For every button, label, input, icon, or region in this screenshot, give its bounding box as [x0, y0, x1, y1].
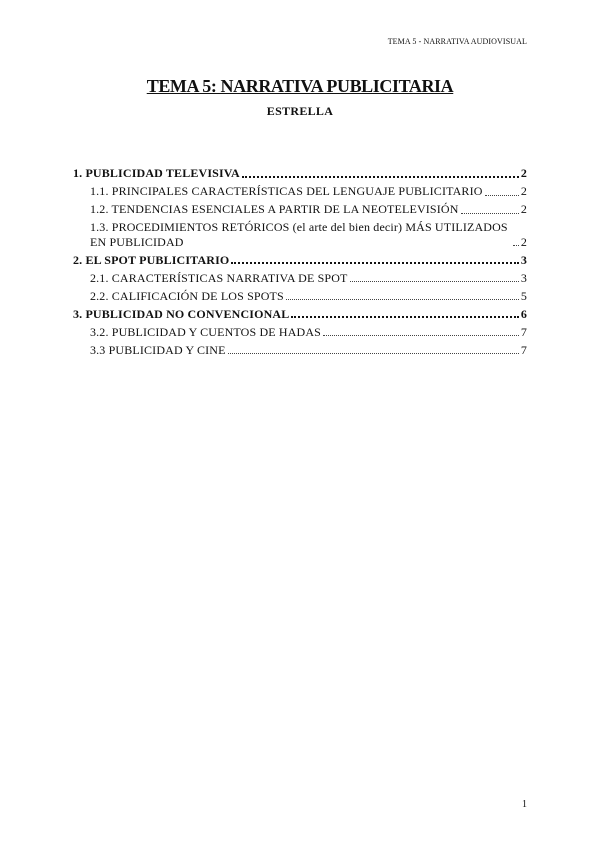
toc-entry-2[interactable]: [73, 253, 527, 268]
toc-page-number: 7: [520, 324, 527, 339]
toc-entry-1-1[interactable]: [73, 184, 527, 199]
toc-entry-text: 3. PUBLICIDAD NO CONVENCIONAL: [73, 306, 290, 321]
toc-entry-text: 2.2. CALIFICACIÓN DE LOS SPOTS: [90, 288, 284, 303]
toc-entry-text: 2. EL SPOT PUBLICITARIO: [73, 252, 230, 267]
toc-page-number: 2: [520, 234, 527, 249]
toc-dot-leader: [286, 299, 519, 300]
toc-dot-leader: [242, 176, 519, 178]
toc-dot-leader: [228, 353, 519, 354]
toc-entry-3-3[interactable]: [73, 343, 527, 358]
toc-entry-text: 3.2. PUBLICIDAD Y CUENTOS DE HADAS: [90, 324, 321, 339]
toc-entry-text: 3.3 PUBLICIDAD Y CINE: [90, 342, 226, 357]
toc-entry-2-1[interactable]: [73, 271, 527, 286]
toc-entry-3-2[interactable]: [73, 325, 527, 340]
toc-entry-text: 1. PUBLICIDAD TELEVISIVA: [73, 166, 240, 180]
toc-dot-leader: [485, 195, 519, 196]
toc-dot-leader: [323, 335, 519, 336]
document-title: TEMA 5: NARRATIVA PUBLICITARIA: [146, 76, 454, 96]
running-header: TEMA 5 - NARRATIVA AUDIOVISUAL: [387, 37, 527, 46]
toc-dot-leader: [513, 245, 519, 246]
toc-entry-2-2[interactable]: [73, 289, 527, 304]
toc-page-number: 6: [520, 306, 527, 321]
toc-entry-text: 1.3. PROCEDIMIENTOS RETÓRICOS (el arte del bien decir) MÁS UTILIZADOS EN PUBLICIDAD: [90, 220, 508, 249]
toc-page-number: 2: [520, 166, 527, 180]
toc-dot-leader: [231, 262, 518, 264]
page-number: 1: [522, 799, 527, 810]
toc-entry-text: 1.2. TENDENCIAS ESENCIALES A PARTIR DE LA NEOTELEVISIÓN: [90, 202, 459, 216]
toc-dot-leader: [291, 316, 518, 318]
document-author: ESTRELLA: [266, 104, 334, 118]
toc-entry-1[interactable]: [73, 166, 527, 181]
toc-dot-leader: [350, 281, 519, 282]
toc-page-number: 5: [520, 288, 527, 303]
toc-page-number: 7: [520, 342, 527, 357]
toc-entry-1-3[interactable]: [73, 220, 527, 249]
toc-entry-1-2[interactable]: [73, 202, 527, 217]
table-of-contents: [73, 166, 527, 361]
toc-page-number: 3: [520, 270, 527, 285]
toc-page-number: 2: [520, 184, 527, 198]
toc-entry-3[interactable]: [73, 307, 527, 322]
toc-page-number: 2: [520, 202, 527, 216]
toc-entry-text: 1.1. PRINCIPALES CARACTERÍSTICAS DEL LENGUAJE PUBLICITARIO: [90, 184, 483, 198]
toc-dot-leader: [461, 213, 519, 214]
toc-page-number: 3: [520, 252, 527, 267]
toc-entry-text: 2.1. CARACTERÍSTICAS NARRATIVA DE SPOT: [90, 270, 348, 285]
